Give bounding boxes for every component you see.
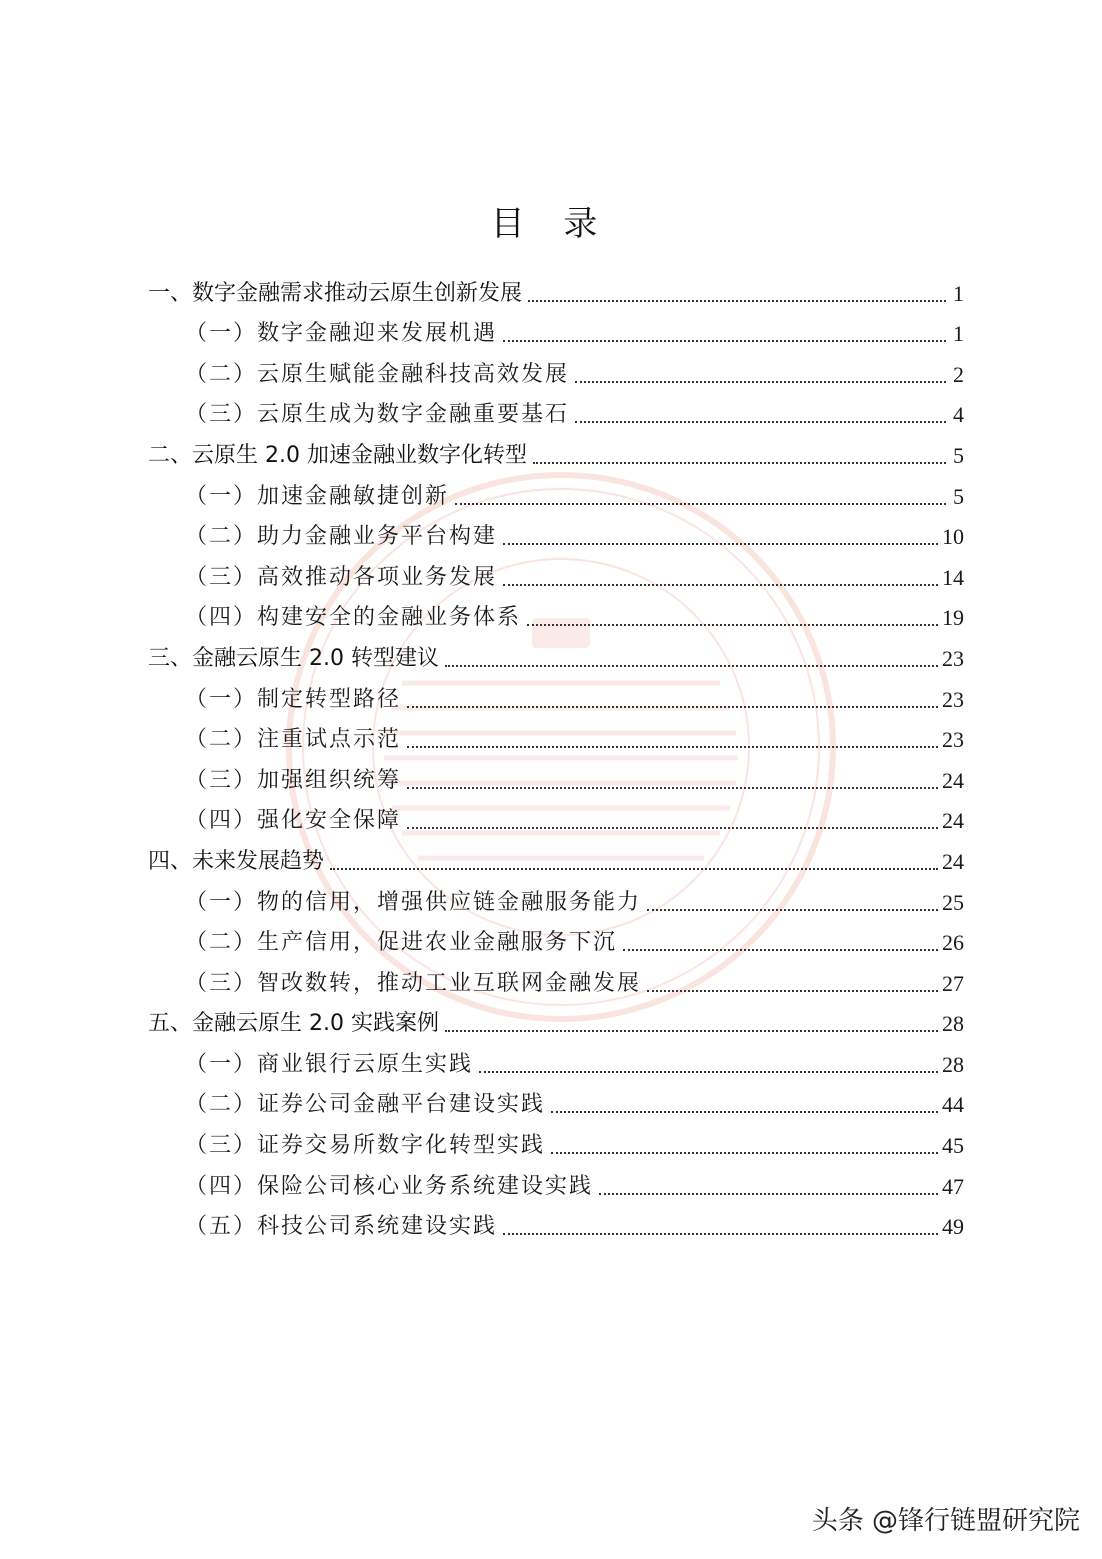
table-of-contents (148, 272, 964, 1246)
toc-entry-label: 三、金融云原生 2.0 转型建议 (148, 645, 439, 671)
dot-leader (445, 665, 938, 667)
toc-page-number: 10 (942, 524, 964, 550)
toc-entry[interactable] (148, 759, 964, 800)
toc-entry-label: （一）商业银行云原生实践 (185, 1051, 474, 1077)
toc-entry-label: （四）构建安全的金融业务体系 (185, 605, 522, 631)
toc-page-number: 26 (942, 930, 964, 956)
toc-entry-label: （一）制定转型路径 (185, 686, 402, 712)
toc-page-number: 5 (953, 442, 964, 468)
dot-leader (527, 624, 938, 626)
toc-page-number: 1 (953, 280, 964, 306)
toc-entry-label: （三）证券交易所数字化转型实践 (185, 1133, 546, 1159)
dot-leader (455, 503, 946, 505)
dot-leader (575, 421, 946, 423)
dot-leader (551, 1111, 938, 1113)
toc-page-number: 4 (953, 402, 964, 428)
toc-page-number: 25 (942, 889, 964, 915)
toc-entry-label: （二）证券公司金融平台建设实践 (185, 1092, 546, 1118)
toc-entry-label: 四、未来发展趋势 (148, 848, 325, 874)
toc-entry-label: （二）云原生赋能金融科技高效发展 (185, 361, 570, 387)
toc-entry[interactable] (148, 800, 964, 841)
toc-entry-label: （一）加速金融敏捷创新 (185, 483, 450, 509)
toc-entry[interactable] (148, 1043, 964, 1084)
toc-entry[interactable] (148, 922, 964, 963)
toc-entry[interactable] (148, 394, 964, 435)
toc-entry[interactable] (148, 475, 964, 516)
toc-entry-label: （一）物的信用，增强供应链金融服务能力 (185, 889, 642, 915)
toc-entry[interactable] (148, 678, 964, 719)
toc-page-number: 23 (942, 727, 964, 753)
toc-entry-label: （一）数字金融迎来发展机遇 (185, 321, 498, 347)
toc-entry-label: （二）生产信用，促进农业金融服务下沉 (185, 930, 618, 956)
dot-leader (623, 949, 938, 951)
dot-leader (407, 827, 938, 829)
toc-page-number: 14 (942, 564, 964, 590)
dot-leader (503, 1233, 938, 1235)
toc-entry[interactable] (148, 597, 964, 638)
toc-entry-label: （四）强化安全保障 (185, 808, 402, 834)
toc-entry[interactable] (148, 719, 964, 760)
toc-entry[interactable] (148, 962, 964, 1003)
toc-entry-label: 一、数字金融需求推动云原生创新发展 (148, 280, 523, 306)
toc-entry[interactable] (148, 1124, 964, 1165)
toc-page-number: 24 (942, 848, 964, 874)
toc-entry-label: （二）助力金融业务平台构建 (185, 524, 498, 550)
dot-leader (528, 300, 946, 302)
toc-entry-label: （二）注重试点示范 (185, 727, 402, 753)
toc-page-number: 24 (942, 808, 964, 834)
dot-leader (407, 706, 938, 708)
toc-entry-label: （三）高效推动各项业务发展 (185, 564, 498, 590)
toc-entry-label: 二、云原生 2.0 加速金融业数字化转型 (148, 442, 527, 468)
toc-entry-label: （三）智改数转，推动工业互联网金融发展 (185, 970, 642, 996)
toc-entry[interactable] (148, 353, 964, 394)
toc-page-number: 28 (942, 1011, 964, 1037)
dot-leader (503, 543, 938, 545)
toc-page-number: 24 (942, 767, 964, 793)
dot-leader (503, 584, 938, 586)
toc-page-number: 44 (942, 1092, 964, 1118)
toc-entry-label: （五）科技公司系统建设实践 (185, 1214, 498, 1240)
toc-page-number: 2 (953, 361, 964, 387)
toc-entry-label: （三）加强组织统筹 (185, 767, 402, 793)
toc-page-number: 45 (942, 1133, 964, 1159)
source-watermark: 头条 @锋行链盟研究院 (811, 1506, 1080, 1536)
toc-entry[interactable] (148, 637, 964, 678)
toc-entry[interactable] (148, 516, 964, 557)
dot-leader (551, 1152, 938, 1154)
dot-leader (407, 787, 938, 789)
page-title: 目 录 (490, 204, 612, 244)
dot-leader (647, 990, 938, 992)
toc-entry[interactable] (148, 1084, 964, 1125)
toc-entry[interactable] (148, 840, 964, 881)
toc-page-number: 5 (953, 483, 964, 509)
toc-entry[interactable] (148, 434, 964, 475)
toc-page-number: 23 (942, 686, 964, 712)
toc-entry[interactable] (148, 1206, 964, 1247)
dot-leader (445, 1030, 938, 1032)
dot-leader (330, 868, 938, 870)
toc-page-number: 28 (942, 1051, 964, 1077)
toc-entry[interactable] (148, 272, 964, 313)
dot-leader (533, 462, 946, 464)
toc-entry[interactable] (148, 556, 964, 597)
toc-entry[interactable] (148, 1003, 964, 1044)
dot-leader (479, 1071, 938, 1073)
toc-entry[interactable] (148, 881, 964, 922)
dot-leader (599, 1193, 938, 1195)
toc-entry[interactable] (148, 1165, 964, 1206)
dot-leader (407, 746, 938, 748)
dot-leader (575, 381, 946, 383)
toc-page-number: 23 (942, 645, 964, 671)
toc-entry[interactable] (148, 313, 964, 354)
dot-leader (647, 909, 938, 911)
toc-page-number: 19 (942, 605, 964, 631)
toc-entry-label: （四）保险公司核心业务系统建设实践 (185, 1173, 594, 1199)
toc-page-number: 1 (953, 321, 964, 347)
toc-entry-label: 五、金融云原生 2.0 实践案例 (148, 1011, 439, 1037)
dot-leader (503, 340, 946, 342)
toc-page-number: 47 (942, 1173, 964, 1199)
toc-page-number: 27 (942, 970, 964, 996)
toc-page-number: 49 (942, 1214, 964, 1240)
toc-entry-label: （三）云原生成为数字金融重要基石 (185, 402, 570, 428)
